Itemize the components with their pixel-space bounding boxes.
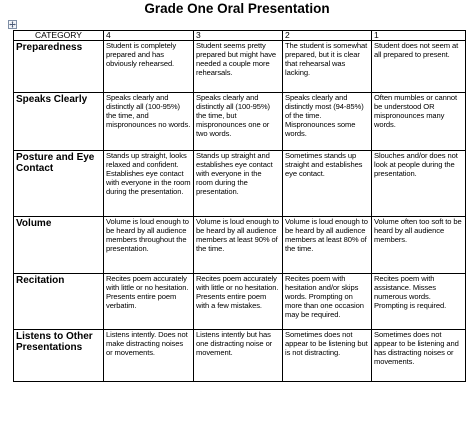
- table-cell: Stands up straight, looks relaxed and confident. Establishes eye contact with everyone in the room during the presentation.: [104, 151, 194, 217]
- table-cell: Recites poem with assistance. Misses numerous words. Prompting is required.: [372, 274, 466, 330]
- table-cell: Recites poem accurately with little or no hesitation. Presents entire poem with a few mistakes.: [194, 274, 283, 330]
- table-cell: Recites poem with hesitation and/or skips words. Prompting on more than one occasion may be required.: [283, 274, 372, 330]
- table-cell: Volume is loud enough to be heard by all audience members at least 90% of the time.: [194, 217, 283, 274]
- header-score-4: 4: [104, 31, 194, 41]
- header-score-3: 3: [194, 31, 283, 41]
- table-cell: Student seems pretty prepared but might have needed a couple more rehearsals.: [194, 41, 283, 93]
- category-cell: Recitation: [14, 274, 104, 330]
- category-cell: Posture and Eye Contact: [14, 151, 104, 217]
- table-cell: Speaks clearly and distinctly all (100-95%) the time, and mispronounces no words.: [104, 93, 194, 151]
- table-cell: Often mumbles or cannot be understood OR mispronounces many words.: [372, 93, 466, 151]
- header-score-1: 1: [372, 31, 466, 41]
- table-cell: Slouches and/or does not look at people during the presentation.: [372, 151, 466, 217]
- table-row: [14, 41, 466, 93]
- table-cell: Sometimes stands up straight and establishes eye contact.: [283, 151, 372, 217]
- table-cell: Listens intently. Does not make distracting noises or movements.: [104, 330, 194, 382]
- table-row: [14, 217, 466, 274]
- table-row: [14, 330, 466, 382]
- header-score-2: 2: [283, 31, 372, 41]
- page-title: Grade One Oral Presentation: [144, 1, 330, 16]
- table-cell: Student does not seem at all prepared to present.: [372, 41, 466, 93]
- table-cell: Speaks clearly and distinctly most (94-85%) of the time. Mispronounces some words.: [283, 93, 372, 151]
- category-cell: Speaks Clearly: [14, 93, 104, 151]
- table-row: [14, 151, 466, 217]
- table-move-handle-icon[interactable]: [8, 20, 17, 29]
- table-row: [14, 274, 466, 330]
- table-cell: Sometimes does not appear to be listening and has distracting noises or movements.: [372, 330, 466, 382]
- table-cell: The student is somewhat prepared, but it is clear that rehearsal was lacking.: [283, 41, 372, 93]
- table-cell: Volume often too soft to be heard by all audience members.: [372, 217, 466, 274]
- table-cell: Recites poem accurately with little or no hesitation. Presents entire poem verbatim.: [104, 274, 194, 330]
- header-row: [14, 31, 466, 41]
- table-cell: Volume is loud enough to be heard by all audience members throughout the presentation.: [104, 217, 194, 274]
- table-cell: Stands up straight and establishes eye contact with everyone in the room during the presentation.: [194, 151, 283, 217]
- category-cell: Preparedness: [14, 41, 104, 93]
- table-cell: Listens intently but has one distracting noise or movement.: [194, 330, 283, 382]
- table-cell: Speaks clearly and distinctly all (100-95%) the time, but mispronounces one or two words.: [194, 93, 283, 151]
- table-cell: Volume is loud enough to be heard by all audience members at least 80% of the time.: [283, 217, 372, 274]
- table-cell: Student is completely prepared and has obviously rehearsed.: [104, 41, 194, 93]
- header-category: CATEGORY: [14, 31, 104, 41]
- category-cell: Listens to Other Presentations: [14, 330, 104, 382]
- rubric-table: [13, 30, 466, 382]
- table-row: [14, 93, 466, 151]
- category-cell: Volume: [14, 217, 104, 274]
- table-cell: Sometimes does not appear to be listening but is not distracting.: [283, 330, 372, 382]
